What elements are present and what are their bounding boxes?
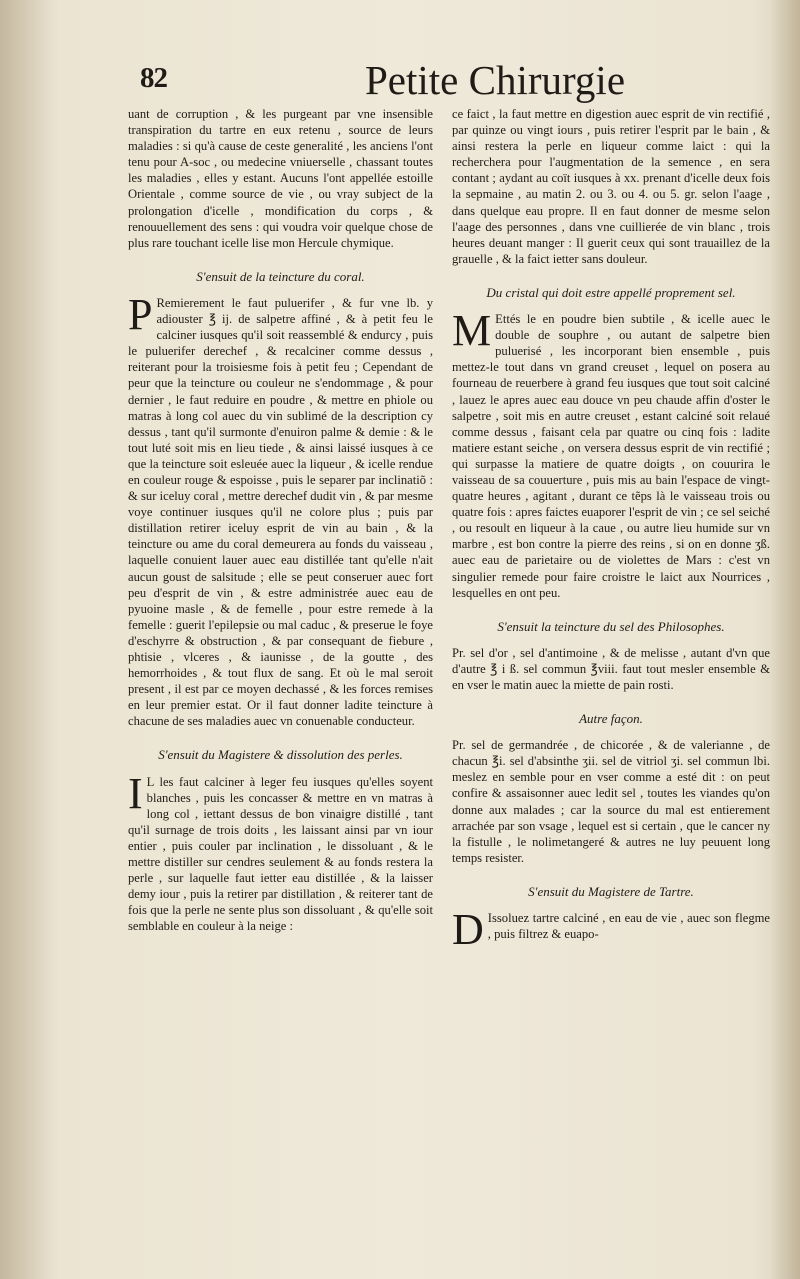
paragraph xyxy=(128,768,433,935)
section-heading: Du cristal qui doit estre appellé proprement sel. xyxy=(486,284,736,300)
paragraph-text: Ettés le en poudre bien subtile , & icelle auec le double de souphre , ou autant de salpetre bien puluerisé , les incorporant bien ensemble , puis mettez-le tout dans vn grand creuset , lequel on posera au fourneau de reuerbere à grand feu iusques que tout soit calciné , lauez le apres auec eau douce vn peu chaude affin d'oster le salpetre , soit mis en autre creuset , estant calciné soit relaué comme dessus , faisant cela par quatre ou cinq fois : ladite matiere estant seiche , on versera dessus esprit de vin rectifié ; qui surpasse la matiere de quatre doigts , on couurira le vaisseau de sa couuerture , puis mis au bain l'espace de vingt-quatre heures , agitant , durant ce tẽps là le vaisseau trois ou quatre fois : apres faictes euaporer l'esprit de vin ; ce sel seiché , ou resoult en liqueur à la caue , ou autre lieu humide sur vn marbre , est bon contre la pierre des reins , si on en donne ʒß. auec eau de parietaire ou de violettes de Mars : c'est vn singulier remede pour faire croistre le laict aux Nourrices , lesquelles en ont peu. xyxy=(452,312,770,600)
paragraph-text: Remierement le faut puluerifer , & fur vne lb. y adiouster ℥ ij. de salpetre affiné , & à petit feu le calciner iusques qu'il soit reassemblé & endurcy , puis le puluerifer derechef , & recalciner comme dessus , reiterant pour la troisiesme fois à petit feu ; Cependant de peur que la teincture ou couleur ne s'endommage , & pour dernier , le faut reduire en poudre , & mettre en phiole ou matras à long col auec du vin sublimé de la description cy dessus , tant qu'il surmonte d'enuiron palme & demie : & le tout luté soit mis en lieu tiede , & ainsi laissé iusques à ce que la teincture soit esleuée auec la liqueur , & icelle rendue en couleur rouge & espoisse , puis le separer par inclinatiõ : & sur iceluy coral , mettre derechef dudit vin , & par mesme voye continuer iusques qu'il ne colore plus ; puis par distillation retirer iceluy esprit de vin au bain , & la teincture ou ame du coral demeurera au fonds du vaisseau , laquelle conuient lauer auec eau distillée tant qu'elle n'ait aucun goust de salsitude ; elle se peut conseruer auec fort peu d'esprit de vin , & estre administrée auec eau de pyuoine masle , & de femelle , pour estre remede à la femelle : guerit l'epilepsie ou mal caduc , & preserue le foye d'eschyrre & obstruction , & par consequant de fiebure , phtisie , vlceres , & iaunisse , de la goutte , des hemorrhoides , & tout flux de sang. Et où le mal seroit present , il est par ce moyen dechassé , & les forces remises en leur premier estat. Or il faut donner ladite teincture à chacune de ses maladies auec vn conuenable conducteur. xyxy=(128,295,433,729)
page-gutter-shadow xyxy=(0,0,60,1279)
drop-cap: D xyxy=(452,905,484,955)
drop-cap: I xyxy=(128,768,143,818)
section-heading: S'ensuit du Magistere & dissolution des perles. xyxy=(158,747,403,763)
running-head: Petite Chirurgie xyxy=(365,57,626,103)
paragraph: Pr. sel de germandrée , de chicorée , & de valerianne , de chacun ℥i. sel d'absinthe ʒii. sel de vitriol ʒi. sel commun lbi. meslez en semble pour en vser comme a esté dit : on peut confire & assaisonner auec ledit sel , toutes les viandes qu'on donne aux malades ; car la source du mal est entierement arrachée par son vsage , lequel est si certain , que le cancer ny la fistulle , le nolimetangeré & autres ne luy peuuent long temps resister. xyxy=(452,738,770,865)
section-heading: Autre façon. xyxy=(579,711,643,727)
section-heading: S'ensuit du Magistere de Tartre. xyxy=(528,883,694,899)
paragraph: ce faict , la faut mettre en digestion auec esprit de vin rectifié , par quinze ou vingt iours , puis retirer l'esprit par le bain , & ainsi restera la perle en liqueur comme laict : qui la recherchera pour l'augmentation de la semence , en sera contant ; aydant au coït iusques à xx. prenant d'icelle deux fois la sepmaine , au matin 2. ou 3. ou 4. ou 5. gr. selon l'aage , dans quelque eau propre. Il en faut donner de mesme selon l'aage des personnes , dans vne cuillierée de vin blanc , trois heures deuant manger : Il guerit ceux qui sont trauaillez de la grauelle , & la faict ietter sans douleur. xyxy=(452,107,770,266)
paragraph xyxy=(452,905,770,955)
paragraph-text: L les faut calciner à leger feu iusques qu'elles soyent blanches , puis les concasser & mettre en vn matras à long col , iettant dessus de bon vinaigre distillé , tant qu'il surnage de trois doits , les laissant ainsi par vn iour entier , puis couler par inclination , le dissoluant , & le mettre distiller sur cendres seulement & au fonds restera la perle , sur laquelle faut ietter eau distillée , & la laisser demy iour , puis la retirer par distillation , & reiterer tant de fois que la perle ne sente plus son dissoluant , & qu'elle soit semblable en couleur à la neige : xyxy=(128,774,433,934)
drop-cap: M xyxy=(452,306,492,356)
page-edge-shadow xyxy=(770,0,800,1279)
paragraph: Pr. sel d'or , sel d'antimoine , & de melisse , autant d'vn que d'autre ℥ i ß. sel commun ℥viii. faut tout mesler ensemble & en vser le matin auec la miette de pain rosti. xyxy=(452,645,770,692)
right-column xyxy=(452,106,770,955)
paragraph xyxy=(128,289,433,730)
paragraph xyxy=(452,306,770,601)
section-heading: S'ensuit la teincture du sel des Philosophes. xyxy=(497,618,725,634)
drop-cap: P xyxy=(128,289,153,339)
paragraph-text: Issoluez tartre calciné , en eau de vie , auec son flegme , puis filtrez & euapo- xyxy=(487,911,770,942)
section-heading: S'ensuit de la teincture du coral. xyxy=(196,268,365,284)
left-column xyxy=(128,106,433,935)
page-number: 82 xyxy=(140,62,167,94)
paragraph: uant de corruption , & les purgeant par vne insensible transpiration du tartre en eux retenu , source de leurs maladies : si qu'à cause de ceste generalité , les anciens l'ont tenu pour A-soc , ou medecine vniuerselle , chassant toutes les maladies , elles y estant. Aucuns l'ont appellée estoille Orientale , comme source de vie , ou vray subject de la prolongation d'icelle , mondification du corps , & renouuellement des sens : qui voudra voir quelque chose de plus rare touchant icelle lise mon Hercule chymique. xyxy=(128,107,433,250)
